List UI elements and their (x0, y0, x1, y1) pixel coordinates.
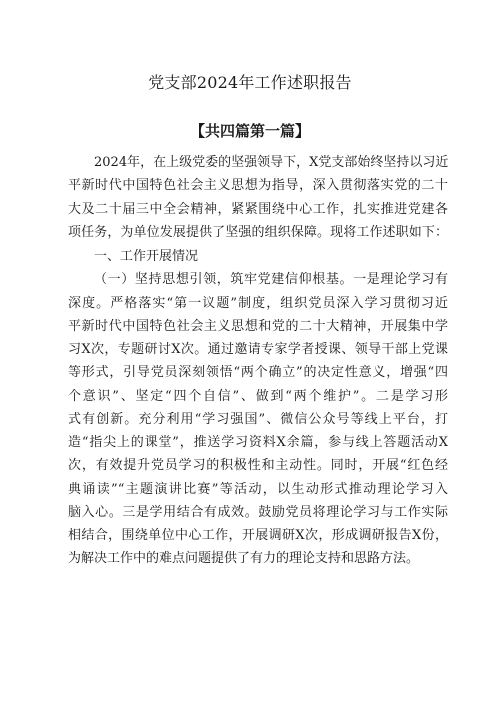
document-subtitle: 【共四篇第一篇】 (189, 122, 310, 140)
document-body (68, 151, 448, 571)
paragraph-line: 个意识”、坚定“四个自信”、做到“两个维护”。二是学习形 (68, 388, 448, 404)
paragraph-line: 式有创新。充分利用“学习强国”、微信公众号等线上平台，打 (68, 411, 448, 427)
paragraph-line: 为解决工作中的难点问题提供了有力的理论支持和思路方法。 (68, 551, 420, 567)
paragraph-line: 大及二十届三中全会精神，紧紧围绕中心工作，扎实推进党建各 (68, 201, 448, 217)
paragraph-line: 等形式，引导党员深刻领悟“两个确立”的决定性意义，增强“四 (68, 365, 448, 381)
paragraph-line: 深度。严格落实“第一议题”制度，组织党员深入学习贯彻习近 (68, 295, 448, 311)
paragraph-line: 相结合，围绕单位中心工作，开展调研X次，形成调研报告X份， (68, 528, 448, 543)
paragraph-line: 典诵读”“主题演讲比赛”等活动，以生动形式推动理论学习入 (68, 481, 448, 497)
paragraph-line: 平新时代中国特色社会主义思想为指导，深入贯彻落实党的二十 (68, 178, 448, 194)
paragraph-line: 平新时代中国特色社会主义思想和党的二十大精神，开展集中学 (68, 318, 448, 334)
paragraph-line: 脑入心。三是学用结合有成效。鼓励党员将理论学习与工作实际 (68, 504, 448, 520)
paragraph-line: 习X次，专题研讨X次。通过邀请专家学者授课、领导干部上党课 (68, 342, 448, 357)
paragraph-line: 次，有效提升党员学习的积极性和主动性。同时，开展“红色经 (68, 458, 448, 474)
paragraph-line: （一）坚持思想引领，筑牢党建信仰根基。一是理论学习有 (94, 272, 448, 288)
document-title: 党支部2024年工作述职报告 (148, 73, 352, 92)
paragraph-line: 造“指尖上的课堂”，推送学习资料X余篇，参与线上答题活动X (68, 435, 448, 450)
paragraph-line: 项任务，为单位发展提供了坚强的组织保障。现将工作述职如下： (68, 224, 448, 240)
paragraph-line: 2024年，在上级党委的坚强领导下，X党支部始终坚持以习近 (94, 155, 449, 170)
section-heading: 一、工作开展情况 (94, 249, 199, 264)
